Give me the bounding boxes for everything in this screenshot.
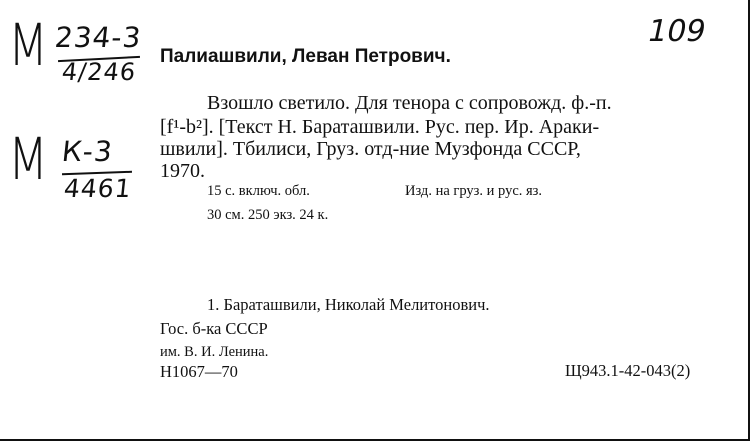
library-line-2: им. В. И. Ленина. <box>160 344 269 360</box>
shelfmark-number-top-1: 234-3 <box>53 21 144 54</box>
tracing-entry: 1. Бараташвили, Николай Мелитонович. <box>207 295 490 314</box>
shelfmark-letter-1: М <box>8 11 49 79</box>
entry-line-2: [f¹-b²]. [Текст Н. Бараташвили. Рус. пер. Ир. Араки- <box>160 116 600 138</box>
entry-line-3: швили]. Тбилиси, Груз. отд-ние Музфонда СССР, <box>160 138 581 160</box>
shelfmark-letter-2: М <box>8 125 49 193</box>
language-note: Изд. на груз. и рус. яз. <box>405 183 543 199</box>
shelfmark-number-bottom-1: 4/246 <box>60 58 138 86</box>
pages-note: 15 с. включ. обл. <box>207 183 310 199</box>
entry-line-1: Взошло светило. Для тенора с сопровожд. ф.-п. <box>207 92 612 114</box>
classification-code: Щ943.1-42-043(2) <box>565 361 691 380</box>
author-heading: Палиашвили, Леван Петрович. <box>160 46 451 67</box>
shelfmark-number-bottom-2: 4461 <box>62 174 134 203</box>
size-copies-price: 30 см. 250 экз. 24 к. <box>207 207 329 223</box>
shelfmark-number-top-2: К-3 <box>60 135 115 168</box>
entry-line-4: 1970. <box>160 160 205 182</box>
library-line-1: Гос. б-ка СССР <box>160 319 268 338</box>
handwritten-page-number: 109 <box>644 14 709 49</box>
card-number: Н1067—70 <box>160 362 238 381</box>
